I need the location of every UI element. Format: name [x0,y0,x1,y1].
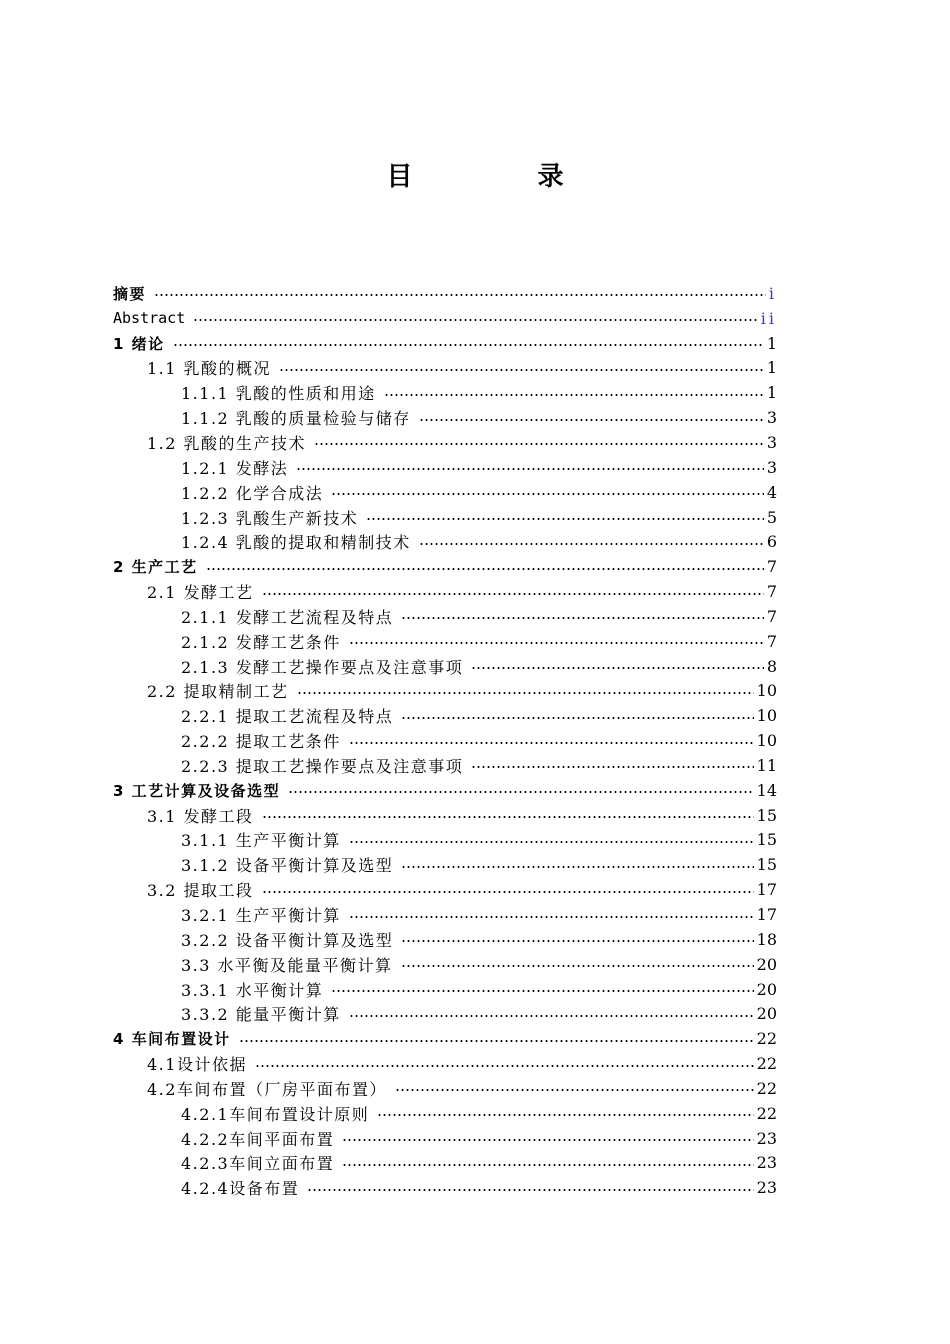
toc-entry-page-number: 1 [766,383,777,403]
dot-leader [349,916,754,918]
toc-entry-label: 4.2.2车间平面布置 [181,1129,335,1149]
toc-entry-page-number: 23 [756,1153,777,1173]
toc-entry-label: 3 工艺计算及设备选型 [113,781,281,800]
dot-leader [262,816,754,818]
toc-entry[interactable] [113,629,777,654]
dot-leader [331,990,753,992]
toc-entry-label: 2.2.3 提取工艺操作要点及注意事项 [181,756,464,776]
dot-leader [154,294,766,296]
dot-leader [342,1139,753,1141]
toc-entry-label: 2.2.1 提取工艺流程及特点 [181,707,394,727]
toc-entry[interactable] [113,828,777,853]
dot-leader [401,940,753,942]
dot-leader [239,1040,754,1042]
toc-entry[interactable] [113,877,777,902]
toc-entry-page-number: 22 [756,1029,777,1049]
dot-leader [193,319,758,321]
toc-entry-label: 3.3 水平衡及能量平衡计算 [181,955,393,975]
dot-leader [401,617,764,619]
toc-entry[interactable] [113,952,777,977]
dot-leader [384,394,764,396]
toc-entry-label: 2.1.1 发酵工艺流程及特点 [181,607,394,627]
toc-entry-page-number: 17 [756,880,777,900]
toc-entry-page-number: 20 [756,1004,777,1024]
toc-entry-page-number: i [768,283,777,303]
dot-leader [471,667,764,669]
toc-entry[interactable] [113,281,777,306]
dot-leader [296,468,764,470]
toc-entry[interactable] [113,852,777,877]
dot-leader [349,1015,754,1017]
toc-entry-label: 3.2 提取工段 [147,881,254,901]
dot-leader [279,369,764,371]
toc-entry[interactable] [113,356,777,381]
dot-leader [297,692,754,694]
table-of-contents [113,281,777,1200]
toc-entry-page-number: 7 [766,557,777,577]
toc-entry-page-number: 10 [756,706,777,726]
toc-entry[interactable] [113,480,777,505]
dot-leader [262,593,764,595]
toc-entry-label: 4.2.1车间布置设计原则 [181,1104,370,1124]
toc-entry-page-number: 10 [756,681,777,701]
dot-leader [349,841,754,843]
dot-leader [366,518,764,520]
dot-leader [401,866,753,868]
toc-entry-page-number: 7 [766,582,777,602]
toc-entry-label: 4 车间布置设计 [113,1030,231,1049]
toc-entry-label: 1.1.2 乳酸的质量检验与储存 [181,409,411,429]
dot-leader [401,717,753,719]
dot-leader [206,568,764,570]
toc-entry-page-number: 7 [766,606,777,626]
toc-entry-page-number: 20 [756,954,777,974]
toc-entry-page-number: 22 [756,1054,777,1074]
toc-entry-page-number: 18 [756,929,777,949]
toc-entry[interactable] [113,1151,777,1176]
toc-entry-label: 3.3.2 能量平衡计算 [181,1005,341,1025]
toc-entry[interactable] [113,1026,777,1051]
dot-leader [331,493,764,495]
toc-entry-label: 4.2.3车间立面布置 [181,1154,335,1174]
toc-entry-page-number: 20 [756,979,777,999]
toc-entry[interactable] [113,554,777,579]
toc-entry[interactable] [113,405,777,430]
toc-entry-page-number: 23 [756,1178,777,1198]
toc-entry[interactable] [113,331,777,356]
toc-entry-page-number: 8 [766,656,777,676]
toc-entry-page-number: 17 [756,905,777,925]
toc-entry-label: 2 生产工艺 [113,558,198,577]
toc-entry-page-number: 11 [756,755,777,775]
toc-entry[interactable] [113,1126,777,1151]
toc-entry-page-number: 1 [766,333,777,353]
toc-entry[interactable] [113,679,777,704]
toc-entry-page-number: 3 [766,432,777,452]
toc-entry-label: 3.2.1 生产平衡计算 [181,906,341,926]
toc-entry-label: 3.3.1 水平衡计算 [181,980,324,1000]
toc-entry[interactable] [113,728,777,753]
dot-leader [288,791,753,793]
toc-entry-label: 1.2.3 乳酸生产新技术 [181,508,359,528]
dot-leader [471,766,753,768]
toc-entry-label: Abstract [113,309,186,328]
toc-entry[interactable] [113,1101,777,1126]
toc-entry-page-number: 3 [766,457,777,477]
toc-entry[interactable] [113,654,777,679]
dot-leader [173,344,764,346]
dot-leader [255,1065,754,1067]
toc-entry[interactable] [113,1175,777,1200]
toc-entry[interactable] [113,902,777,927]
toc-entry[interactable] [113,430,777,455]
toc-entry[interactable] [113,579,777,604]
toc-entry-label: 1.2.1 发酵法 [181,458,289,478]
toc-entry[interactable] [113,977,777,1002]
dot-leader [419,419,764,421]
toc-entry-page-number: 5 [766,507,777,527]
dot-leader [419,543,764,545]
toc-entry-page-number: 3 [766,408,777,428]
toc-entry-page-number: 10 [756,731,777,751]
toc-entry-label: 2.1.2 发酵工艺条件 [181,632,341,652]
toc-entry-page-number: 1 [766,358,777,378]
toc-entry-page-number: 15 [756,805,777,825]
toc-entry[interactable] [113,703,777,728]
toc-entry-label: 1.2.2 化学合成法 [181,483,324,503]
toc-entry[interactable] [113,778,777,803]
toc-entry-page-number: ii [760,308,777,328]
dot-leader [342,1164,753,1166]
toc-entry-page-number: 22 [756,1103,777,1123]
dot-leader [377,1114,753,1116]
toc-entry[interactable] [113,927,777,952]
toc-entry-label: 4.1设计依据 [147,1055,247,1075]
toc-entry-label: 1.1 乳酸的概况 [147,359,272,379]
toc-entry[interactable] [113,1001,777,1026]
toc-entry-label: 2.2.2 提取工艺条件 [181,732,341,752]
toc-entry[interactable] [113,1076,777,1101]
dot-leader [314,443,764,445]
toc-entry-label: 2.1.3 发酵工艺操作要点及注意事项 [181,657,464,677]
dot-leader [307,1189,753,1191]
dot-leader [395,1089,754,1091]
toc-entry[interactable] [113,1051,777,1076]
toc-entry-label: 4.2车间布置（厂房平面布置） [147,1079,387,1099]
toc-entry[interactable] [113,803,777,828]
toc-entry-label: 2.2 提取精制工艺 [147,682,289,702]
toc-entry-label: 1.2 乳酸的生产技术 [147,433,307,453]
toc-entry-label: 3.2.2 设备平衡计算及选型 [181,930,394,950]
toc-entry-page-number: 4 [766,482,777,502]
toc-entry[interactable] [113,306,777,331]
page-title: 目 录 [386,162,622,192]
toc-entry[interactable] [113,505,777,530]
dot-leader [401,965,754,967]
toc-entry-label: 3.1.2 设备平衡计算及选型 [181,856,394,876]
toc-entry-label: 摘要 [113,284,147,303]
toc-entry-page-number: 14 [756,780,777,800]
dot-leader [262,891,754,893]
toc-entry-page-number: 6 [766,532,777,552]
dot-leader [349,642,764,644]
toc-entry-label: 1 绪论 [113,334,165,353]
toc-entry-label: 1.1.1 乳酸的性质和用途 [181,384,376,404]
toc-entry[interactable] [113,604,777,629]
toc-entry[interactable] [113,529,777,554]
toc-entry[interactable] [113,455,777,480]
toc-entry-page-number: 7 [766,631,777,651]
toc-entry-page-number: 23 [756,1128,777,1148]
toc-entry-label: 1.2.4 乳酸的提取和精制技术 [181,533,411,553]
toc-entry-label: 3.1.1 生产平衡计算 [181,831,341,851]
toc-entry[interactable] [113,753,777,778]
toc-entry-label: 3.1 发酵工段 [147,806,254,826]
toc-entry-label: 2.1 发酵工艺 [147,583,254,603]
toc-entry-label: 4.2.4设备布置 [181,1179,300,1199]
toc-entry-page-number: 15 [756,855,777,875]
toc-entry[interactable] [113,380,777,405]
toc-entry-page-number: 22 [756,1078,777,1098]
dot-leader [349,742,754,744]
toc-entry-page-number: 15 [756,830,777,850]
